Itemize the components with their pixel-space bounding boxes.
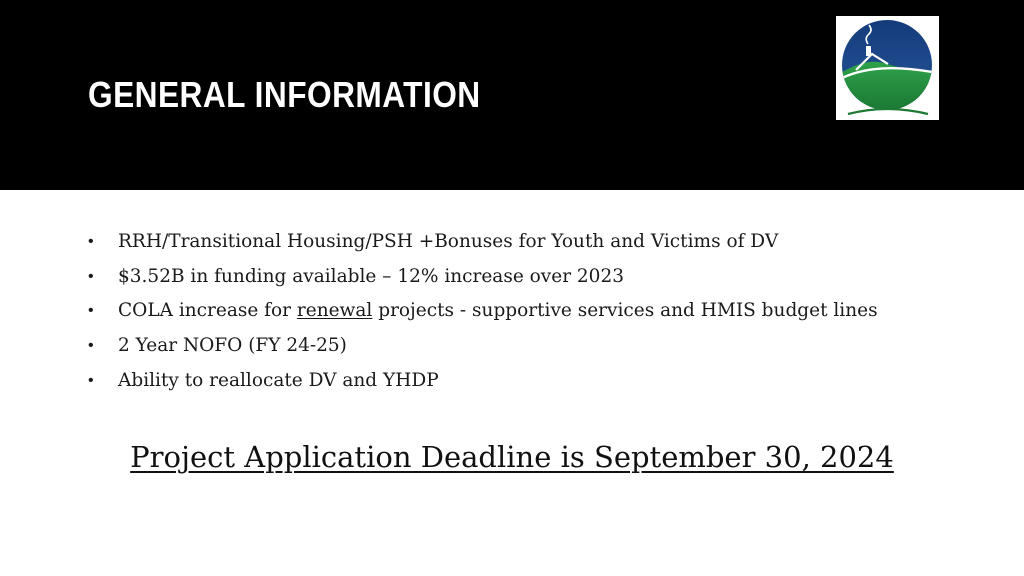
bullet-list xyxy=(88,226,878,399)
list-item xyxy=(88,261,878,296)
bullet-text-before: COLA increase for xyxy=(118,300,297,322)
list-item xyxy=(88,365,878,400)
deadline-text: Project Application Deadline is September 30, 2024 xyxy=(130,440,894,474)
list-item xyxy=(88,295,878,330)
bullet-text-after: projects - supportive services and HMIS budget lines xyxy=(372,300,878,322)
list-item xyxy=(88,226,878,261)
bullet-text: RRH/Transitional Housing/PSH +Bonuses for Youth and Victims of DV xyxy=(118,231,779,252)
house-on-hill-logo-icon xyxy=(836,16,939,120)
slide-title: GENERAL INFORMATION xyxy=(88,74,481,115)
list-item xyxy=(88,330,878,365)
bullet-dot: • xyxy=(88,302,94,320)
bullet-dot: • xyxy=(88,337,94,355)
bullet-dot: • xyxy=(88,371,94,389)
bullet-text: Ability to reallocate DV and YHDP xyxy=(118,369,439,391)
bullet-dot: • xyxy=(88,267,94,285)
bullet-text-underlined: renewal xyxy=(296,300,373,322)
bullet-text: $3.52B in funding available – 12% increase over 2023 xyxy=(118,265,624,287)
bullet-dot: • xyxy=(88,233,94,250)
bullet-text: 2 Year NOFO (FY 24-25) xyxy=(118,335,347,357)
